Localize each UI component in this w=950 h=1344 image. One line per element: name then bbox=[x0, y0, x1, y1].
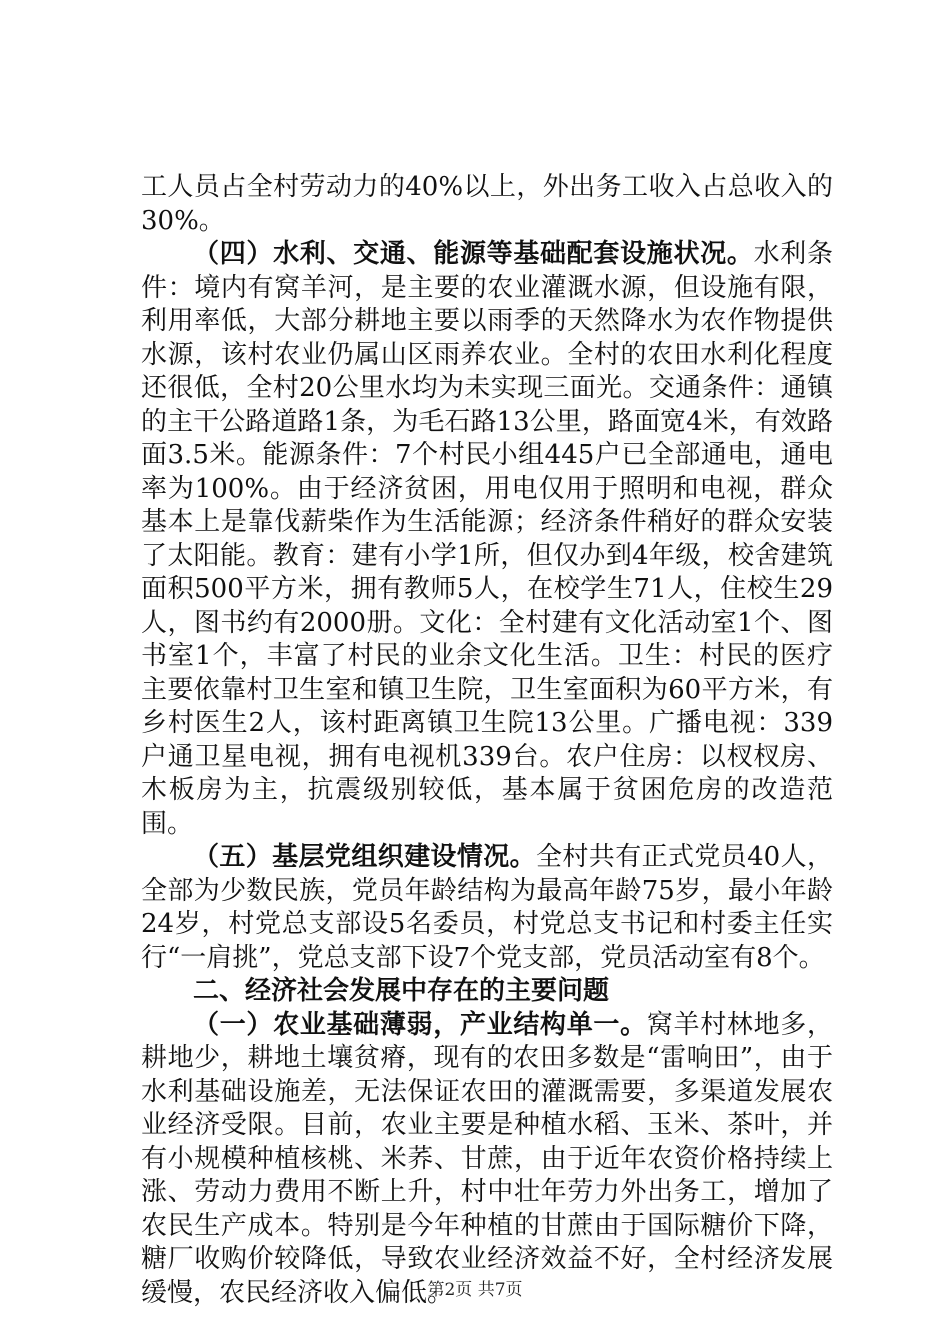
paragraph-party-organization bbox=[141, 841, 833, 975]
paragraph-text: 窝羊村林地多，耕地少，耕地土壤贫瘠，现有的农田多数是“雷响田”，由于水利基础设施差，无法保证农田的灌溉需要，多渠道发展农业经济受限。目前，农业主要是种植水稻、玉米、茶叶，并有小规模种植核桃、米荞、甘蔗，由于近年农资价格持续上涨、劳动力费用不断上升，村中壮年劳力外出务工，增加了农民生产成本。特别是今年种植的甘蔗由于国际糖价下降，糖厂收购价较降低，导致农业经济效益不好，全村经济发展缓慢，农民经济收入偏低。 bbox=[141, 1009, 833, 1308]
paragraph-text: 全村共有正式党员40人，全部为少数民族，党员年龄结构为最高年龄75岁，最小年龄24岁，村党总支部设5名委员，村党总支书记和村委主任实行“一肩挑”，党总支部下设7个党支部，党员活动室有8个。 bbox=[141, 842, 833, 973]
page-number-footer: 第2页 共7页 bbox=[427, 1280, 523, 1300]
paragraph-agriculture bbox=[141, 1009, 833, 1311]
document-body bbox=[141, 171, 833, 1310]
paragraph-text: 水利条件：境内有窝羊河，是主要的农业灌溉水源，但设施有限，利用率低，大部分耕地主要以雨季的天然降水为农作物提供水源，该村农业仍属山区雨养农业。全村的农田水利化程度还很低，全村20公里水均为未实现三面光。交通条件：通镇的主干公路道路1条，为毛石路13公里，路面宽4米，有效路面3.5米。能源条件：7个村民小组445户已全部通电，通电率为100%。由于经济贫困，用电仅用于照明和电视，群众基本上是靠伐薪柴作为生活能源；经济条件稍好的群众安装了太阳能。教育：建有小学1所，但仅办到4年级，校舍建筑面积500平方米，拥有教师5人，在校学生71人，住校生29人，图书约有2000册。文化：全村建有文化活动室1个、图书室1个，丰富了村民的业余文化生活。卫生：村民的医疗主要依靠村卫生室和镇卫生院，卫生室面积为60平方米，有乡村医生2人，该村距离镇卫生院13公里。广播电视：339户通卫星电视，拥有电视机339台。农户住房：以杈杈房、木板房为主，抗震级别较低，基本属于贫困危房的改造范围。 bbox=[141, 239, 833, 839]
section-heading-party-organization: （五）基层党组织建设情况。 bbox=[193, 842, 537, 872]
paragraph-text: 工人员占全村劳动力的40%以上，外出务工收入占总收入的30%。 bbox=[141, 172, 833, 236]
section-heading-agriculture: （一）农业基础薄弱，产业结构单一。 bbox=[193, 1009, 647, 1040]
section-heading-infrastructure: （四）水利、交通、能源等基础配套设施状况。 bbox=[193, 239, 754, 269]
paragraph-continuation bbox=[141, 171, 833, 238]
section-title-main-problems: 二、经济社会发展中存在的主要问题 bbox=[193, 976, 610, 1006]
paragraph-infrastructure bbox=[141, 238, 833, 841]
